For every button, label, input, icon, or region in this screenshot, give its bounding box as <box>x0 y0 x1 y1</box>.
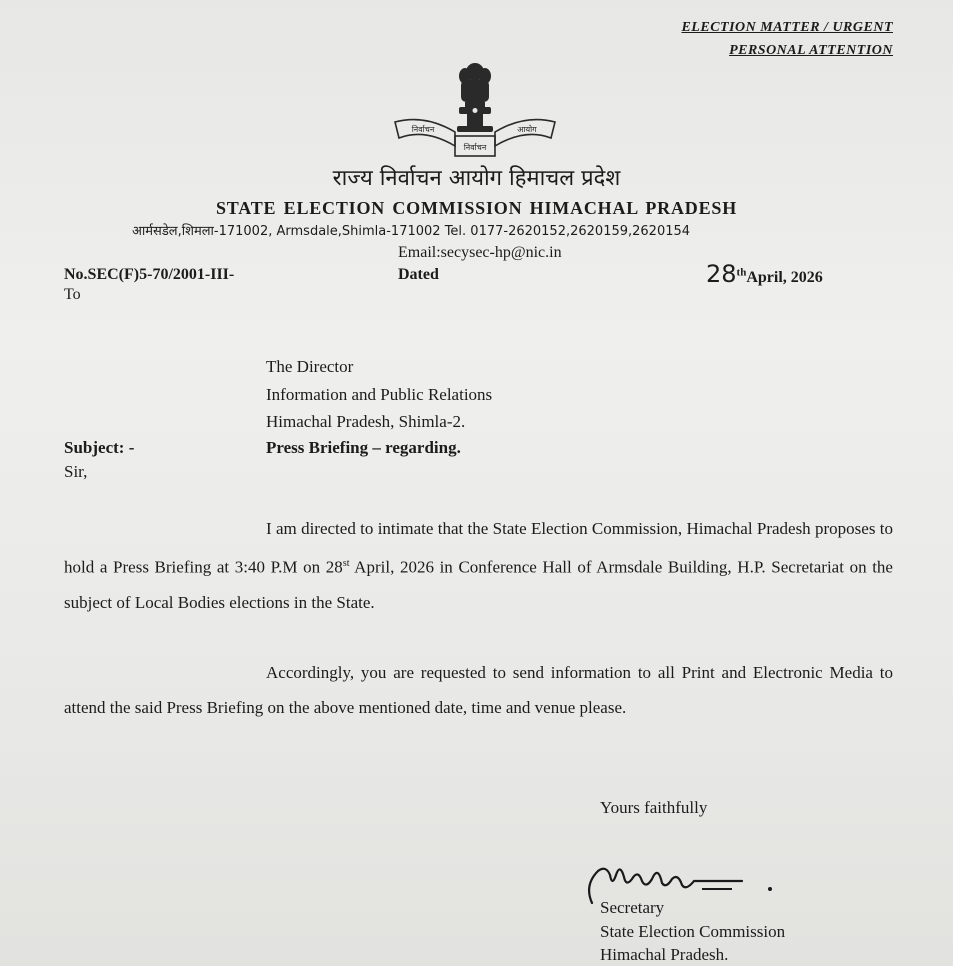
to-label: To <box>64 286 81 303</box>
body-paragraph-1 <box>64 511 893 620</box>
emblem-ribbon-center: निर्वाचन <box>463 143 487 152</box>
state-emblem-icon <box>385 58 565 162</box>
salutation: Sir, <box>64 462 88 481</box>
subject-text: Press Briefing – regarding. <box>266 438 461 457</box>
emblem-ribbon-right: आयोग <box>517 125 537 134</box>
date-month-year: April, 2026 <box>746 269 823 286</box>
urgent-marking: ELECTION MATTER / URGENT <box>681 20 893 35</box>
recipient-line-3: Himachal Pradesh, Shimla-2. <box>266 412 466 431</box>
personal-attention-marking: PERSONAL ATTENTION <box>729 43 893 58</box>
english-title: STATE ELECTION COMMISSION HIMACHAL PRADESH <box>215 198 737 218</box>
signatory-state: Himachal Pradesh. <box>600 945 729 964</box>
dated-label: Dated <box>398 266 439 283</box>
reference-number: No.SEC(F)5-70/2001-III- <box>64 266 235 283</box>
letter-date <box>706 260 823 288</box>
signatory-designation: Secretary <box>600 898 665 917</box>
date-day-handwritten: 28 <box>706 260 737 288</box>
body-paragraph-2: Accordingly, you are requested to send information to all Print and Electronic Media to attend the said Press Briefing on the above mentioned date, time and venue please. <box>64 663 893 717</box>
emblem-ribbon-left: निर्वाचन <box>411 125 435 134</box>
recipient-line-1: The Director <box>266 357 354 376</box>
office-address: आर्मसडेल,शिमला-171002, Armsdale,Shimla-171002 Tel. 0177-2620152,2620159,2620154 <box>132 224 691 239</box>
signatory-office: State Election Commission <box>600 922 786 941</box>
para1-text-end: April, 2026 in Conference Hall of Armsdale Building, H.P. Secretariat on the subject of Local Bodies elections in the State. <box>64 557 893 612</box>
para1-date-suffix: st <box>342 558 350 569</box>
subject-label: Subject: - <box>64 438 135 457</box>
recipient-line-2: Information and Public Relations <box>266 385 493 404</box>
closing: Yours faithfully <box>600 798 708 817</box>
office-email: Email:secysec-hp@nic.in <box>398 244 562 261</box>
hindi-title: राज्य निर्वाचन आयोग हिमाचल प्रदेश <box>332 166 621 191</box>
para1-text-start: I am directed to intimate that the State Election Commission, Himachal Pradesh proposes to hold a Press Briefing at 3:40 P.M on 28 <box>64 519 893 577</box>
date-suffix: th <box>736 266 747 279</box>
